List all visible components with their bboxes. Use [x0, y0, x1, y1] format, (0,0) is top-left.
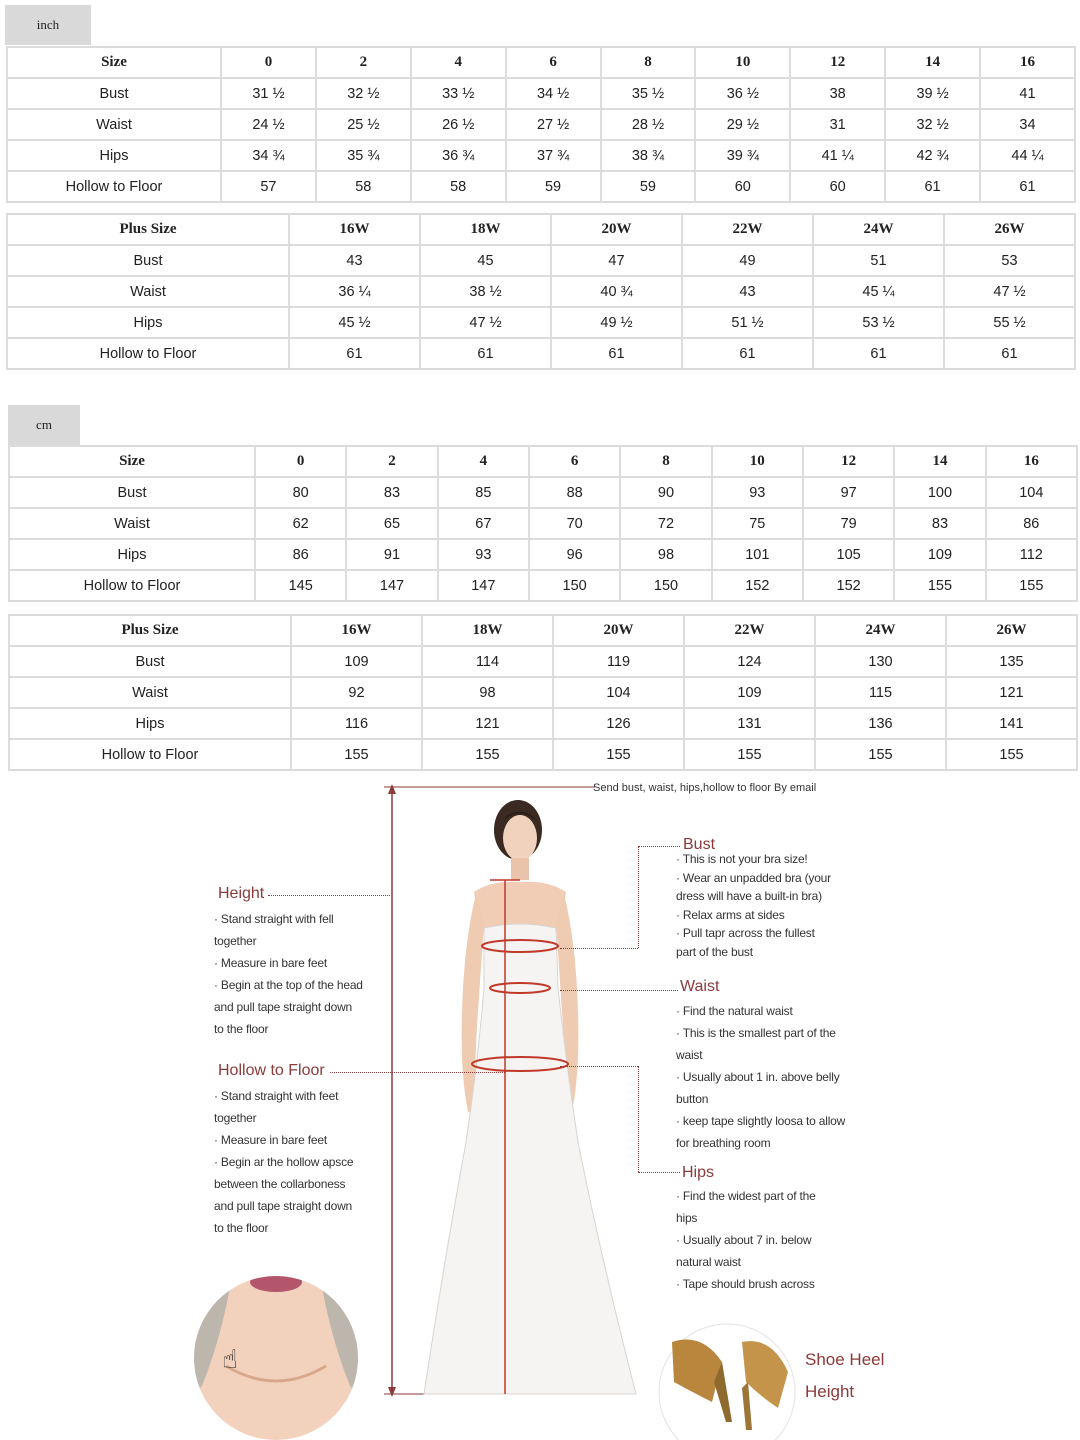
header-label-cell: Size	[9, 446, 255, 477]
measurement-cell: 35 ½	[601, 78, 696, 109]
instruction-line: part of the bust	[676, 944, 753, 959]
svg-text:☝: ☝	[222, 1345, 238, 1375]
measurement-cell: 24 ½	[221, 109, 316, 140]
header-label-cell: Plus Size	[7, 214, 289, 245]
row-label-cell: Waist	[9, 677, 291, 708]
measurement-cell: 34 ½	[506, 78, 601, 109]
table-row	[7, 276, 1075, 307]
size-header-cell: 26W	[946, 615, 1077, 646]
hips-leader-v	[638, 1066, 639, 1172]
measurement-cell: 109	[684, 677, 815, 708]
measurement-cell: 147	[346, 570, 437, 601]
header-label-cell: Plus Size	[9, 615, 291, 646]
measurement-cell: 115	[815, 677, 946, 708]
size-header-cell: 4	[438, 446, 529, 477]
size-header-cell: 6	[506, 47, 601, 78]
measurement-cell: 41 ¼	[790, 140, 885, 171]
measurement-cell: 155	[946, 739, 1077, 770]
instruction-line: · Usually about 7 in. below	[676, 1233, 812, 1247]
instruction-line: for breathing room	[676, 1136, 771, 1150]
instruction-line: and pull tape straight down	[214, 1199, 353, 1213]
measurement-cell: 98	[422, 677, 553, 708]
measurement-cell: 155	[291, 739, 422, 770]
size-header-cell: 18W	[422, 615, 553, 646]
measurement-cell: 96	[529, 539, 620, 570]
measurement-cell: 61	[813, 338, 944, 369]
instruction-line: · Relax arms at sides	[676, 907, 785, 922]
table-row	[9, 539, 1077, 570]
table-row	[7, 245, 1075, 276]
measurement-cell: 124	[684, 646, 815, 677]
size-header-cell: 8	[601, 47, 696, 78]
size-header-cell: 2	[346, 446, 437, 477]
instruction-line: · Pull tapr across the fullest	[676, 926, 815, 940]
measurement-cell: 45	[420, 245, 551, 276]
measurement-cell: 61	[682, 338, 813, 369]
size-header-cell: 4	[411, 47, 506, 78]
measurement-cell: 60	[790, 171, 885, 202]
measurement-cell: 145	[255, 570, 346, 601]
measurement-cell: 58	[411, 171, 506, 202]
measurement-cell: 150	[620, 570, 711, 601]
model-illustration	[380, 782, 660, 1440]
size-header-cell: 10	[695, 47, 790, 78]
measurement-cell: 36 ½	[695, 78, 790, 109]
measurement-cell: 86	[255, 539, 346, 570]
hips-leader-h2	[638, 1172, 680, 1173]
size-header-cell: 0	[255, 446, 346, 477]
shoe-heel-title-1: Shoe Heel	[805, 1350, 885, 1369]
row-label-cell: Hollow to Floor	[7, 338, 289, 369]
measurement-cell: 135	[946, 646, 1077, 677]
measurement-cell: 60	[695, 171, 790, 202]
measurement-cell: 61	[944, 338, 1075, 369]
instruction-line: between the collarboness	[214, 1177, 346, 1191]
measurement-cell: 104	[986, 477, 1077, 508]
shoe-heel-title-2: Height	[805, 1382, 855, 1401]
size-header-cell: 18W	[420, 214, 551, 245]
measurement-cell: 72	[620, 508, 711, 539]
instruction-line: · Wear an unpadded bra (your	[676, 870, 831, 885]
size-header-cell: 22W	[684, 615, 815, 646]
row-label-cell: Hollow to Floor	[9, 739, 291, 770]
measurement-cell: 114	[422, 646, 553, 677]
row-label-cell: Hips	[7, 140, 221, 171]
instruction-line: · keep tape slightly loosa to allow	[676, 1114, 846, 1128]
unit-tab-cm: cm	[8, 405, 80, 445]
measurement-cell: 29 ½	[695, 109, 790, 140]
measurement-cell: 27 ½	[506, 109, 601, 140]
inch-plus-size-table	[6, 213, 1076, 370]
measurement-cell: 33 ½	[411, 78, 506, 109]
measurement-cell: 47 ½	[420, 307, 551, 338]
table-row	[7, 140, 1075, 171]
instruction-line: and pull tape straight down	[214, 1000, 353, 1014]
instruction-line: · Stand straight with feet	[214, 1089, 339, 1103]
size-header-cell: 10	[712, 446, 803, 477]
bust-leader-v	[638, 846, 639, 948]
table-row	[9, 477, 1077, 508]
instruction-line: · Find the widest part of the	[676, 1189, 816, 1203]
measurement-cell: 93	[712, 477, 803, 508]
row-label-cell: Bust	[7, 78, 221, 109]
waist-title: Waist	[680, 978, 720, 995]
measurement-cell: 53	[944, 245, 1075, 276]
table-row	[9, 570, 1077, 601]
table-header-row	[9, 446, 1077, 477]
measurement-cell: 100	[894, 477, 985, 508]
size-header-cell: 24W	[813, 214, 944, 245]
measurement-cell: 61	[885, 171, 980, 202]
measurement-cell: 85	[438, 477, 529, 508]
row-label-cell: Bust	[9, 646, 291, 677]
unit-tab-inch: inch	[5, 5, 91, 45]
bust-leader-h2	[560, 948, 638, 949]
measurement-cell: 49 ½	[551, 307, 682, 338]
measurement-cell: 92	[291, 677, 422, 708]
size-header-cell: 2	[316, 47, 411, 78]
table-row	[7, 78, 1075, 109]
measurement-cell: 32 ½	[885, 109, 980, 140]
size-header-cell: 16	[986, 446, 1077, 477]
hollow-to-floor-title: Hollow to Floor	[218, 1062, 325, 1079]
measurement-cell: 155	[553, 739, 684, 770]
instruction-line: · Usually about 1 in. above belly	[676, 1070, 840, 1084]
instruction-line: button	[676, 1092, 709, 1106]
measurement-cell: 61	[420, 338, 551, 369]
size-header-cell: 16W	[291, 615, 422, 646]
row-label-cell: Waist	[9, 508, 255, 539]
email-note: Send bust, waist, hips,hollow to floor By email	[593, 782, 817, 794]
measurement-cell: 67	[438, 508, 529, 539]
measurement-cell: 57	[221, 171, 316, 202]
measurement-cell: 109	[291, 646, 422, 677]
measurement-cell: 91	[346, 539, 437, 570]
measurement-cell: 34 ¾	[221, 140, 316, 171]
measurement-cell: 83	[894, 508, 985, 539]
hollow-leader	[330, 1072, 505, 1073]
row-label-cell: Hollow to Floor	[7, 171, 221, 202]
measurement-cell: 155	[894, 570, 985, 601]
measurement-cell: 131	[684, 708, 815, 739]
table-row	[9, 677, 1077, 708]
bust-leader-h	[638, 846, 680, 847]
size-header-cell: 12	[790, 47, 885, 78]
measurement-cell: 155	[815, 739, 946, 770]
measurement-cell: 31	[790, 109, 885, 140]
measurement-cell: 79	[803, 508, 894, 539]
size-header-cell: 24W	[815, 615, 946, 646]
instruction-line: · This is the smallest part of the	[676, 1026, 836, 1040]
measurement-cell: 38 ½	[420, 276, 551, 307]
measurement-cell: 26 ½	[411, 109, 506, 140]
instruction-line: · This is not your bra size!	[676, 852, 808, 866]
measurement-cell: 93	[438, 539, 529, 570]
table-row	[9, 646, 1077, 677]
measurement-cell: 59	[506, 171, 601, 202]
measurement-cell: 155	[986, 570, 1077, 601]
height-title: Height	[218, 885, 265, 902]
measurement-cell: 65	[346, 508, 437, 539]
table-header-row	[9, 615, 1077, 646]
measurement-cell: 86	[986, 508, 1077, 539]
size-header-cell: 20W	[553, 615, 684, 646]
measurement-cell: 121	[422, 708, 553, 739]
measurement-cell: 152	[712, 570, 803, 601]
measurement-cell: 47 ½	[944, 276, 1075, 307]
size-header-cell: 14	[894, 446, 985, 477]
measurement-cell: 28 ½	[601, 109, 696, 140]
measurement-cell: 112	[986, 539, 1077, 570]
measurement-cell: 119	[553, 646, 684, 677]
measurement-cell: 39 ½	[885, 78, 980, 109]
measurement-cell: 61	[551, 338, 682, 369]
measurement-cell: 51 ½	[682, 307, 813, 338]
measurement-cell: 59	[601, 171, 696, 202]
height-leader	[268, 895, 390, 896]
measurement-cell: 109	[894, 539, 985, 570]
measurement-cell: 80	[255, 477, 346, 508]
measurement-cell: 32 ½	[316, 78, 411, 109]
row-label-cell: Hips	[9, 539, 255, 570]
size-header-cell: 8	[620, 446, 711, 477]
table-row	[7, 109, 1075, 140]
size-header-cell: 20W	[551, 214, 682, 245]
measurement-cell: 155	[422, 739, 553, 770]
hollow-to-floor-instructions	[214, 1085, 384, 1239]
size-header-cell: 26W	[944, 214, 1075, 245]
hips-title: Hips	[682, 1164, 715, 1181]
hips-leader-h	[560, 1066, 638, 1067]
measurement-cell: 155	[684, 739, 815, 770]
size-header-cell: 14	[885, 47, 980, 78]
row-label-cell: Bust	[9, 477, 255, 508]
row-label-cell: Hips	[9, 708, 291, 739]
measurement-cell: 116	[291, 708, 422, 739]
size-header-cell: 16	[980, 47, 1075, 78]
height-instructions	[214, 908, 384, 1040]
measurement-cell: 41	[980, 78, 1075, 109]
size-header-cell: 16W	[289, 214, 420, 245]
measurement-cell: 141	[946, 708, 1077, 739]
measurement-cell: 104	[553, 677, 684, 708]
row-label-cell: Waist	[7, 276, 289, 307]
instruction-line: to the floor	[214, 1022, 269, 1036]
measurement-cell: 58	[316, 171, 411, 202]
measurement-cell: 150	[529, 570, 620, 601]
measurement-cell: 36 ¾	[411, 140, 506, 171]
instruction-line: · Tape should brush across	[676, 1277, 815, 1291]
instruction-line: · Find the natural waist	[676, 1004, 793, 1018]
measurement-cell: 31 ½	[221, 78, 316, 109]
table-row	[7, 338, 1075, 369]
measurement-cell: 121	[946, 677, 1077, 708]
shoe-illustration	[652, 1322, 802, 1440]
measurement-cell: 62	[255, 508, 346, 539]
measurement-cell: 97	[803, 477, 894, 508]
row-label-cell: Hollow to Floor	[9, 570, 255, 601]
table-row	[9, 508, 1077, 539]
measurement-cell: 44 ¼	[980, 140, 1075, 171]
instruction-line: · Begin at the top of the head	[214, 978, 363, 992]
waist-leader	[560, 990, 678, 991]
measurement-cell: 45 ¼	[813, 276, 944, 307]
measurement-cell: 75	[712, 508, 803, 539]
instruction-line: dress will have a built-in bra)	[676, 889, 822, 903]
size-header-cell: 6	[529, 446, 620, 477]
measurement-cell: 105	[803, 539, 894, 570]
measurement-cell: 70	[529, 508, 620, 539]
table-row	[7, 307, 1075, 338]
measurement-cell: 88	[529, 477, 620, 508]
cm-plus-size-table	[8, 614, 1078, 771]
measurement-cell: 55 ½	[944, 307, 1075, 338]
size-header-cell: 12	[803, 446, 894, 477]
measurement-cell: 90	[620, 477, 711, 508]
instruction-line: waist	[676, 1048, 703, 1062]
measurement-cell: 51	[813, 245, 944, 276]
measurement-cell: 35 ¾	[316, 140, 411, 171]
instruction-line: together	[214, 1111, 257, 1125]
measurement-cell: 83	[346, 477, 437, 508]
measurement-cell: 43	[289, 245, 420, 276]
instruction-line: · Begin ar the hollow apsce	[214, 1155, 354, 1169]
measurement-cell: 38 ¾	[601, 140, 696, 171]
instruction-line: · Stand straight with fell	[214, 912, 334, 926]
measurement-cell: 152	[803, 570, 894, 601]
measurement-cell: 39 ¾	[695, 140, 790, 171]
instruction-line: · Measure in bare feet	[214, 1133, 327, 1147]
measurement-cell: 34	[980, 109, 1075, 140]
row-label-cell: Hips	[7, 307, 289, 338]
measurement-cell: 37 ¾	[506, 140, 601, 171]
instruction-line: · Measure in bare feet	[214, 956, 327, 970]
measurement-cell: 98	[620, 539, 711, 570]
measurement-cell: 43	[682, 276, 813, 307]
measurement-cell: 61	[289, 338, 420, 369]
hollow-closeup-illustration	[192, 1276, 360, 1440]
table-header-row	[7, 214, 1075, 245]
measurement-cell: 101	[712, 539, 803, 570]
measurement-cell: 136	[815, 708, 946, 739]
instruction-line: together	[214, 934, 257, 948]
measurement-cell: 53 ½	[813, 307, 944, 338]
table-row	[7, 171, 1075, 202]
measurement-cell: 130	[815, 646, 946, 677]
measurement-cell: 49	[682, 245, 813, 276]
bust-instructions	[676, 850, 876, 961]
header-label-cell: Size	[7, 47, 221, 78]
measurement-cell: 36 ¼	[289, 276, 420, 307]
hips-instructions	[676, 1185, 876, 1295]
measurement-cell: 25 ½	[316, 109, 411, 140]
measurement-cell: 38	[790, 78, 885, 109]
table-row	[9, 739, 1077, 770]
table-header-row	[7, 47, 1075, 78]
instruction-line: hips	[676, 1211, 698, 1225]
size-header-cell: 0	[221, 47, 316, 78]
measurement-cell: 42 ¾	[885, 140, 980, 171]
measurement-cell: 45 ½	[289, 307, 420, 338]
inch-standard-size-table	[6, 46, 1076, 203]
measurement-cell: 126	[553, 708, 684, 739]
table-row	[9, 708, 1077, 739]
measurement-cell: 47	[551, 245, 682, 276]
row-label-cell: Waist	[7, 109, 221, 140]
bust-title: Bust	[683, 836, 716, 853]
measurement-cell: 40 ¾	[551, 276, 682, 307]
row-label-cell: Bust	[7, 245, 289, 276]
measurement-guide	[0, 782, 1080, 1440]
measurement-cell: 61	[980, 171, 1075, 202]
instruction-line: to the floor	[214, 1221, 269, 1235]
size-header-cell: 22W	[682, 214, 813, 245]
instruction-line: natural waist	[676, 1255, 741, 1269]
waist-instructions	[676, 1000, 876, 1154]
measurement-cell: 147	[438, 570, 529, 601]
cm-standard-size-table	[8, 445, 1078, 602]
